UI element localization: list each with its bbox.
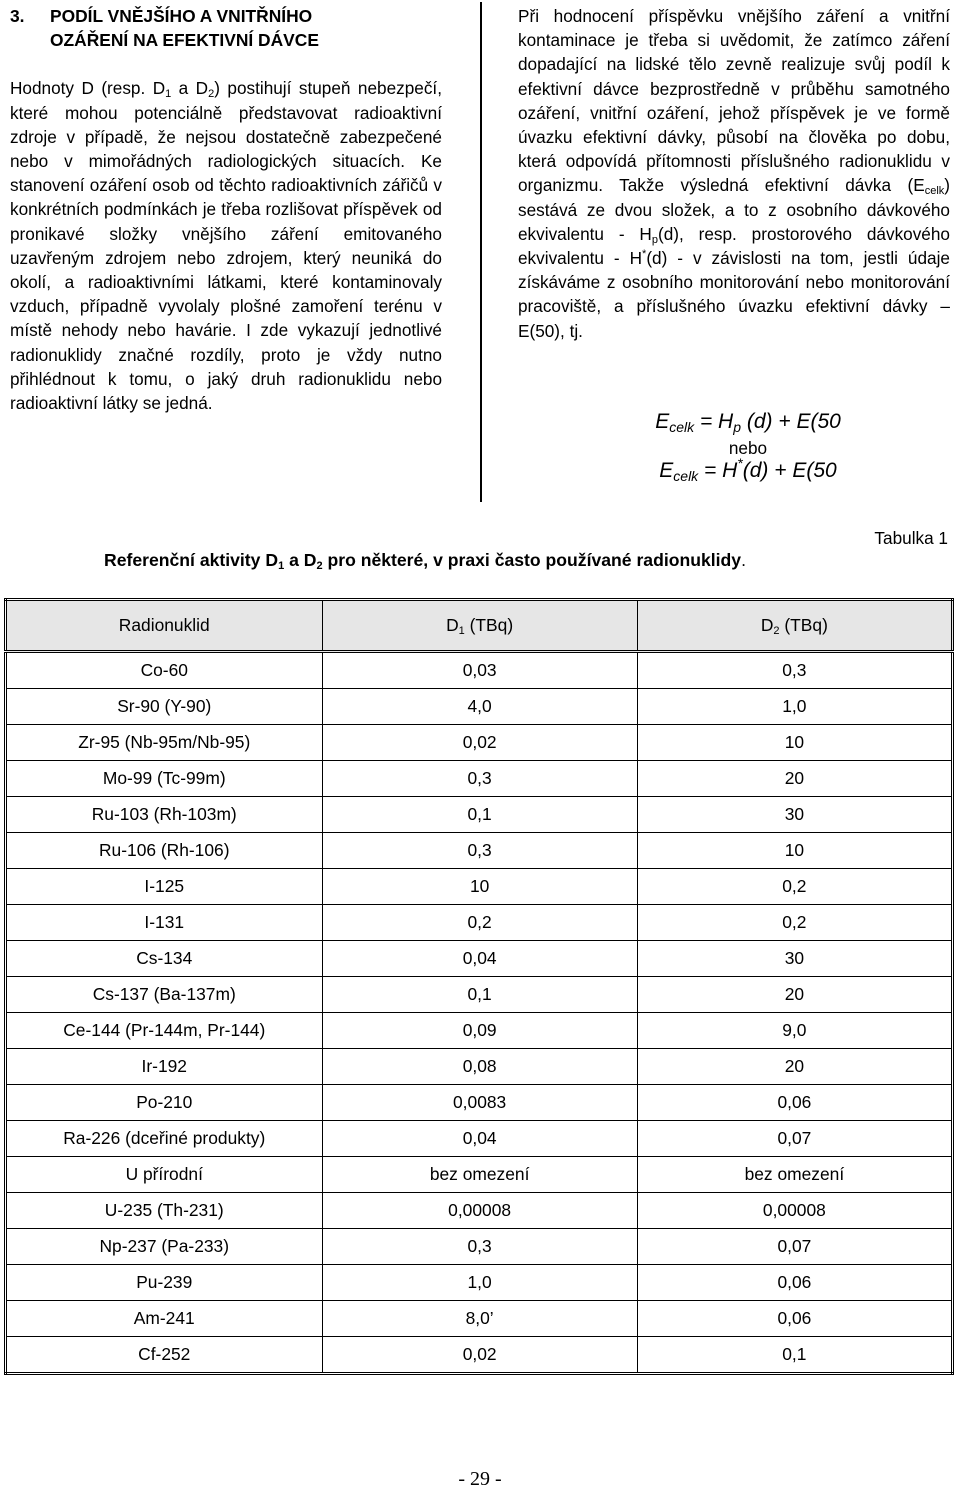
table-row [6,905,953,941]
right-paragraph [518,4,950,343]
radionuclide-cell: Am-241 [6,1301,323,1337]
table-row [6,869,953,905]
d2-cell: bez omezení [637,1157,952,1193]
formula-1 [518,410,960,434]
right-text-part: (d) - v závislosti na tom, jestli údaje získáváme z osobního monitorování nebo monitorování pracoviště, a příslušného úvazku efektivní dávky – E(50), tj. [518,248,950,341]
subscript: p [651,233,658,246]
header-radionuclide: Radionuklid [6,600,323,652]
formula-part: (d) + E(50 [741,410,841,433]
d2-cell: 20 [637,977,952,1013]
subscript: celk [924,185,945,198]
table-row [6,797,953,833]
caption-part: pro některé, v praxi často používané radionuklidy [322,550,742,570]
d2-cell: 30 [637,797,952,833]
subscript: 2 [773,625,780,637]
table-row [6,652,953,689]
d1-cell: bez omezení [322,1157,637,1193]
header-text: D [760,615,774,635]
page-number: - 29 - [458,1468,502,1490]
radionuclide-cell: U přírodní [6,1157,323,1193]
table-row [6,977,953,1013]
d2-cell: 0,06 [637,1301,952,1337]
right-text-part: Při hodnocení příspěvku vnějšího záření a vnitřní kontaminace je třeba si uvědomit, že zatímco záření dopadající na lidské tělo zevně realizuje svůj podíl k efektivní dávce bezprostředně v průběhu samotného ozáření, vnitřní ozáření, jehož příspěvek je ve formě úvazku efektivní dávky, působí na člověka po dobu, která odpovídá přítomnosti příslušného radionuklidu v organizmu. Takže výsledná efektivní dávka (E [518,6,950,196]
d1-cell: 0,03 [322,652,637,689]
d2-cell: 0,07 [637,1229,952,1265]
radionuclide-cell: Cf-252 [6,1337,323,1374]
d1-cell: 0,02 [322,1337,637,1374]
radionuclide-cell: Ru-103 (Rh-103m) [6,797,323,833]
d1-cell: 0,3 [322,1229,637,1265]
radionuclide-cell: Cs-134 [6,941,323,977]
radionuclide-cell: Zr-95 (Nb-95m/Nb-95) [6,725,323,761]
d1-cell: 0,3 [322,833,637,869]
d1-cell: 0,09 [322,1013,637,1049]
section-title-line2: OZÁŘENÍ NA EFEKTIVNÍ DÁVCE [50,30,319,51]
d1-cell: 8,0’ [322,1301,637,1337]
header-d1 [322,600,637,652]
d2-cell: 0,2 [637,905,952,941]
d2-cell: 0,1 [637,1337,952,1374]
superscript: * [642,248,647,261]
d1-cell: 0,1 [322,977,637,1013]
d2-cell: 10 [637,833,952,869]
right-text-part: (d), resp. prostorového dávkového ekvivalentu - H [518,223,950,269]
d2-cell: 10 [637,725,952,761]
left-text-part: ) postihují stupeň nebezpečí, které mohou potenciálně představovat radioaktivní zdroje v případě, že nejsou dostatečně zabezpečené nebo v mimořádných radiologických situacích. Ke stanovení ozáření osob od těchto radioaktivních zářičů v konkrétních podmínkách je třeba rozlišovat příspěvek od pronikavé složky vnějšího záření emitovaného uzavřeným zdrojem nebo zdrojem, který neuniká do okolí, a radioaktivními látkami, které kontaminovaly vzduch, případně vyvolaly plošné zamoření terénu v místě nehody nebo havárie. I zde vykazují jednotlivé radionuklidy značné rozdíly, proto je vždy nutno přihlédnout k tomu, o jaký druh radionuklidu nebo radioaktivní látky se jedná. [10,78,442,414]
d2-cell: 0,3 [637,652,952,689]
radionuclide-cell: U-235 (Th-231) [6,1193,323,1229]
formula-subscript: p [733,419,742,435]
left-text-part: a D [171,78,209,99]
radionuclide-cell: Ra-226 (dceřiné produkty) [6,1121,323,1157]
d1-cell: 0,3 [322,761,637,797]
d1-cell: 0,1 [322,797,637,833]
table-header-row [6,600,953,652]
radionuclide-cell: I-125 [6,869,323,905]
d1-cell: 10 [322,869,637,905]
table-row [6,725,953,761]
reference-activities-table [4,598,954,1375]
formula-symbol: E [655,410,670,433]
table-row [6,1085,953,1121]
caption-part: a D [284,550,317,570]
d1-cell: 4,0 [322,689,637,725]
section-heading [10,4,442,52]
table-caption [104,550,746,571]
radionuclide-cell: Cs-137 (Ba-137m) [6,977,323,1013]
d1-cell: 0,08 [322,1049,637,1085]
d1-cell: 0,02 [322,725,637,761]
formula-part: = H [694,410,734,433]
table-row [6,1013,953,1049]
radionuclide-cell: Ce-144 (Pr-144m, Pr-144) [6,1013,323,1049]
subscript: 2 [316,560,323,572]
radionuclide-cell: Po-210 [6,1085,323,1121]
table-row [6,1157,953,1193]
table-row [6,1193,953,1229]
table-row [6,761,953,797]
radionuclide-cell: Pu-239 [6,1265,323,1301]
table-row [6,1265,953,1301]
table-row [6,1049,953,1085]
d2-cell: 0,00008 [637,1193,952,1229]
subscript: 1 [458,625,465,637]
header-text: (TBq) [464,615,514,635]
header-text: (TBq) [779,615,828,635]
d2-cell: 9,0 [637,1013,952,1049]
subscript: 1 [278,560,285,572]
left-text-part: Hodnoty D (resp. D [10,78,166,99]
formula-part: = H [698,459,738,482]
table-row [6,833,953,869]
d1-cell: 0,0083 [322,1085,637,1121]
column-divider [480,2,482,502]
d1-cell: 0,2 [322,905,637,941]
d1-cell: 0,04 [322,941,637,977]
d2-cell: 30 [637,941,952,977]
right-column [518,4,950,343]
table-label: Tabulka 1 [874,528,948,548]
formula-subscript: celk [673,468,699,484]
formula-part: (d) + E(50 [742,459,837,482]
right-text-part: ) sestává ze dvou složek, a to z osobního dávkového ekvivalentu - H [518,175,950,244]
d1-cell: 0,00008 [322,1193,637,1229]
left-paragraph [10,76,442,415]
d1-cell: 1,0 [322,1265,637,1301]
table-row [6,941,953,977]
d2-cell: 20 [637,1049,952,1085]
table-row [6,1121,953,1157]
formula-superscript: * [737,455,743,471]
subscript: 2 [208,88,215,101]
radionuclide-cell: Mo-99 (Tc-99m) [6,761,323,797]
d2-cell: 0,07 [637,1121,952,1157]
d2-cell: 0,06 [637,1265,952,1301]
d2-cell: 0,2 [637,869,952,905]
formula-symbol: E [659,459,674,482]
radionuclide-cell: Ir-192 [6,1049,323,1085]
header-text: D [446,615,459,635]
caption-part: . [741,550,746,570]
radionuclide-cell: Np-237 (Pa-233) [6,1229,323,1265]
left-column [10,4,442,415]
subscript: 1 [165,88,172,101]
radionuclide-cell: Sr-90 (Y-90) [6,689,323,725]
caption-part: Referenční aktivity D [104,550,279,570]
formula-subscript: celk [669,419,695,435]
radionuclide-cell: Co-60 [6,652,323,689]
d2-cell: 20 [637,761,952,797]
formula-or: nebo [728,438,768,458]
table-row [6,1301,953,1337]
radionuclide-cell: Ru-106 (Rh-106) [6,833,323,869]
section-number: 3. [10,6,25,26]
table-row [6,689,953,725]
d1-cell: 0,04 [322,1121,637,1157]
radionuclide-cell: I-131 [6,905,323,941]
d2-cell: 1,0 [637,689,952,725]
d2-cell: 0,06 [637,1085,952,1121]
table-row [6,1229,953,1265]
formula-2 [518,455,960,484]
header-d2 [637,600,952,652]
table-row [6,1337,953,1374]
section-title-line1: PODÍL VNĚJŠÍHO A VNITŘNÍHO [50,6,313,26]
